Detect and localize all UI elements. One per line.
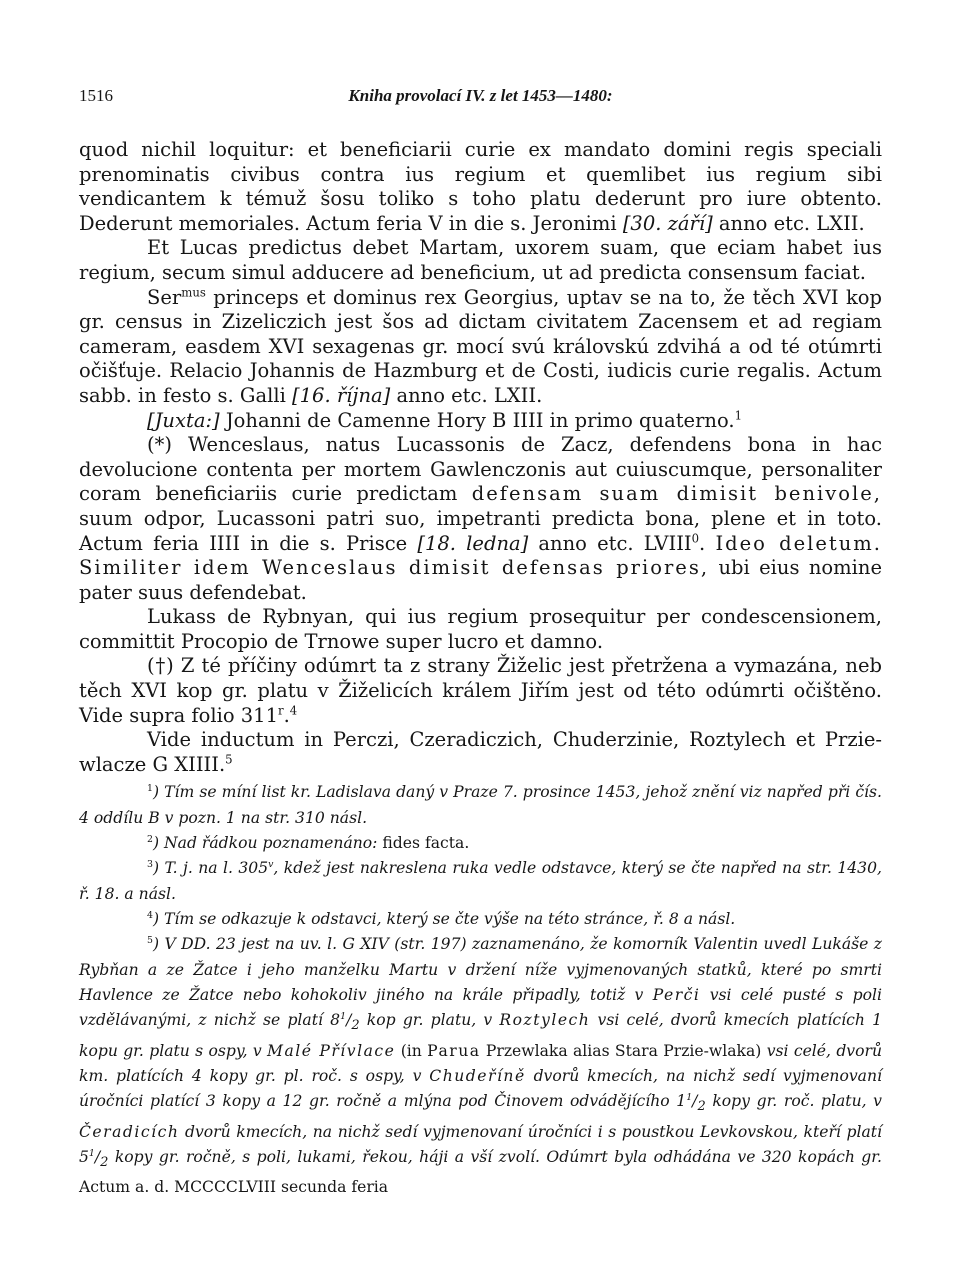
date-note: [18. ledna] [417, 531, 529, 555]
superscript-mus: mus [181, 285, 206, 300]
footnote-2 [79, 831, 882, 856]
footnote-5-text: vsi celé, dvorů km. platících 4 kopy gr. pl. roč. s ospy, v [79, 1041, 882, 1085]
superscript-v: v [268, 859, 274, 871]
paragraph-2: Et Lucas predictus debet Martam, uxorem suam, que eciam habet ius regium, secum simul adducere ad beneficium, ut ad predicta consensum faciat. [79, 236, 882, 284]
footnote-5-text: vsi celé, dvorů kmecích platících 1 kopu gr. platu s ospy, v [79, 1011, 883, 1060]
footnote-4-text: ) Tím se odkazuje k odstavci, který se čte výše na této stránce, ř. 8 a násl. [152, 909, 736, 928]
footnote-mark: 2 [147, 833, 153, 845]
footnote-2-text: ) Nad řádkou poznamenáno: [152, 834, 383, 853]
paragraph-6: Lukass de Rybnyan, qui ius regium prosequitur per condescensionem, committit Procopio de Trnowe super lucro et damno. [79, 605, 882, 653]
footnote-5-text: vsi celé pusté s poli vzdělávanými, z nichž se platí 8 [79, 985, 882, 1030]
running-title: Kniha provolací IV. z let 1453—1480: [348, 86, 613, 105]
fraction-slash: / [346, 1011, 352, 1030]
place-name: Malé Přívlace [267, 1041, 396, 1060]
footnote-mark: 4 [147, 909, 153, 921]
paragraph-7-stop: . [283, 703, 290, 727]
fraction-denominator: 2 [351, 1018, 360, 1034]
fraction-slash: / [692, 1092, 698, 1111]
page-header [79, 86, 882, 114]
footnote-mark: 5 [147, 935, 153, 947]
paragraph-4-text: Johanni de Camenne Hory B IIII in primo quaterno. [219, 408, 735, 432]
latin-place-name: Parua [427, 1041, 481, 1060]
juxta-note: [Juxta:] [147, 408, 220, 432]
footnote-2-quote: fides facta. [382, 834, 470, 853]
paragraph-5-end: ubi eius nomine pater suus defendebat. [79, 556, 882, 604]
superscript-zero: 0 [691, 531, 700, 545]
paragraph-8-text: Vide inductum in Perczi, Czeradiczich, Chuderzinie, Roztylech et Przie-wlacze G XIIII. [79, 728, 882, 776]
footnote-5-text: ) V DD. 23 jest na uv. l. G XIV (str. 197) zaznamenáno, že komorník Valentin uvedl Lukáše z Rybňan a ze Žatce i jeho manželku Martu v držení níže vyjmenovaných statků, které po smrti Havlence ze Žatce nebo kohokoliv jiného na krále připadly, totiž v [79, 935, 882, 1004]
paragraph-3-text: princeps et dominus rex Georgius, uptav se na to, že těch XVI kop gr. census in Zizeliczich jest šos ad dictam civitatem Zacensem et ad regiam cameram, easdem XVI sexagenas gr. mocí svú královskú zdvihá a od té otúmrti očišťuje. Relacio Johannis de Hazmburg et de Costi, iudicis curie regalis. Actum sabb. in festo s. Galli [79, 285, 882, 407]
footnotes [79, 780, 882, 1200]
footnote-mark: 3 [147, 859, 153, 871]
paragraph-5 [79, 433, 882, 605]
paragraph-5-stop: . [699, 531, 716, 555]
place-name: Čeradicích [79, 1122, 180, 1141]
paragraph-3 [79, 286, 882, 409]
footnote-ref-1: 1 [734, 408, 743, 423]
paragraph-7-text: (†) Z té příčiny odúmrt ta z strany Žiželic jest přetržena a vymazána, neb těch XVI kop gr. platu v Žiželicích králem Jiřím jest od této odúmrti očištěno. Vide supra folio 311 [79, 654, 882, 727]
place-name: Roztylech [499, 1011, 591, 1030]
footnote-1-text: ) Tím se míní list kr. Ladislava daný v Praze 7. prosince 1453, jehož znění viz napřed při čís. 4 oddílu B v pozn. 1 na str. 310 násl. [79, 783, 882, 827]
paragraph-7 [79, 654, 882, 728]
footnote-3-text-2: , kdež jest nakreslena ruka vedle odstavce, který se čte napřed na str. 1430, ř. 18. a násl. [79, 859, 882, 903]
paragraph-1-end: anno etc. LXII. [712, 211, 865, 235]
fraction-numerator: 1 [686, 1091, 693, 1103]
document-page [79, 86, 882, 1201]
fraction-numerator: 1 [340, 1010, 347, 1022]
paragraph-5-text-2: suum odpor, Lucassoni patri suo, impetranti predicta bona, plene et in toto. Actum feria IIII in die s. Prisce [79, 506, 882, 555]
fraction-denominator: 2 [697, 1099, 706, 1115]
footnote-5-end: Actum a. d. MCCCCLVIII secunda feria [79, 1178, 389, 1197]
page-number: 1516 [79, 86, 113, 105]
fraction-slash: / [94, 1147, 101, 1166]
date-note: [30. září] [622, 211, 713, 235]
paragraph-3-end: anno etc. LXII. [390, 383, 543, 407]
footnote-3-text: ) T. j. na l. 305 [152, 859, 269, 878]
spaced-text-2: Ideo deletum. Similiter idem Wenceslaus dimisit defensas priores, [79, 531, 882, 580]
superscript-r: r [277, 703, 284, 718]
paragraph-5-text: (*) Wenceslaus, natus Lucassonis de Zacz, defendens bona in hac devolucione contenta per mortem Gawlenczonis aut cuiuscumque, personaliter coram beneficiariis curie predictam [79, 433, 882, 506]
footnote-5 [79, 932, 882, 1200]
footnote-1 [79, 780, 882, 831]
place-name: Perči [652, 985, 701, 1004]
footnote-4 [79, 907, 882, 932]
paragraph-3-start: Ser [147, 285, 182, 309]
footnote-5-text: kopy gr. roč. platu, v [705, 1092, 882, 1111]
footnote-5-text: kopy gr. ročně, s poli, lukami, řekou, háji a vší zvolí. Odúmrt byla odhádána ve 320 kopách gr. [108, 1147, 882, 1166]
footnote-mark: 1 [147, 783, 153, 795]
paragraph-4 [79, 409, 882, 434]
spaced-text: defensam suam dimisit benivole, [471, 482, 882, 506]
paragraph-8 [79, 728, 882, 777]
date-note: [16. října] [292, 383, 391, 407]
main-text [79, 138, 882, 777]
footnote-5-text: dvorů kmecích, na nichž sedí vyjmenovaní úročníci i s poustkou Levkovskou, kteří platí 5 [79, 1122, 882, 1166]
footnote-ref-4: 4 [289, 703, 298, 718]
paragraph-1 [79, 138, 882, 236]
fraction-denominator: 2 [100, 1154, 109, 1170]
footnote-5-text: Przewlaka alias Stara Przie-wlaka) [480, 1041, 767, 1060]
place-name: Chudeříně [429, 1066, 526, 1085]
footnote-5-text: (in [395, 1041, 428, 1060]
fraction-numerator: 1 [88, 1147, 95, 1159]
footnote-ref-5: 5 [225, 752, 233, 767]
footnote-5-text: dvorů kmecích, na nichž sedí vyjmenovaní úročníci platící 3 kopy a 12 gr. ročně a mlýna pod Činovem odvádějícího 1 [79, 1066, 882, 1111]
footnote-3 [79, 856, 882, 907]
paragraph-5-text-3: anno etc. LVIII [528, 531, 692, 555]
footnote-5-text: kop gr. platu, v [359, 1011, 500, 1030]
paragraph-1-text: quod nichil loquitur: et beneficiarii curie ex mandato domini regis speciali prenominatis civibus contra ius regium et quemlibet ius regium sibi vendicantem k témuž šosu toliko s toho platu dederunt pro iure obtento. Dederunt memoriales. Actum feria V in die s. Jeronimi [79, 138, 882, 235]
